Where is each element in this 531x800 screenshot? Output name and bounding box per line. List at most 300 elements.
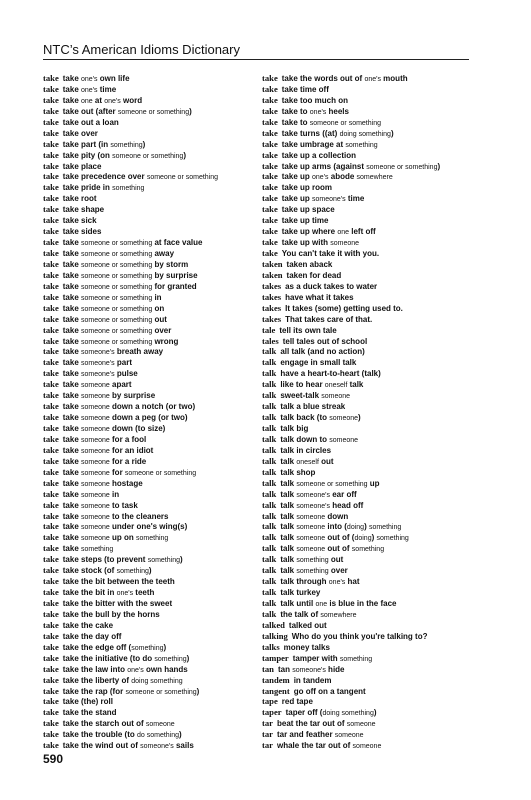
- entry-headword: take: [43, 83, 59, 94]
- index-entry: [43, 161, 261, 172]
- entry-phrase-text: in: [152, 292, 162, 302]
- entry-headword: take: [43, 149, 59, 160]
- index-entry: [43, 248, 261, 259]
- index-entry: [43, 346, 261, 357]
- index-entry: [43, 368, 261, 379]
- entry-phrase-text: take the edge off (: [62, 642, 132, 652]
- entry-placeholder-word: one's: [127, 666, 144, 674]
- entry-placeholder-word: someone's: [292, 666, 326, 674]
- entry-headword: taken: [262, 258, 283, 269]
- entry-phrase-text: talk until: [280, 599, 316, 608]
- entry-placeholder-word: someone: [81, 469, 110, 477]
- entry-headword: take: [43, 554, 59, 565]
- index-entry: [262, 511, 474, 522]
- entry-placeholder-word: one's: [312, 174, 329, 182]
- entry-phrase-text: wrong: [152, 336, 179, 346]
- index-entry: [43, 653, 261, 664]
- entry-headword: take: [262, 204, 278, 215]
- index-entry: [43, 390, 261, 401]
- entry-headword: take: [43, 652, 59, 663]
- entry-phrase-text: like to hear: [280, 380, 325, 390]
- entry-placeholder-word: someone: [329, 415, 359, 423]
- index-entry: [262, 390, 474, 401]
- index-entry: [43, 478, 261, 489]
- entry-phrase-text: at: [92, 95, 105, 105]
- entry-phrase-text: out of (: [325, 533, 355, 543]
- index-entry: [43, 729, 261, 740]
- entry-phrase-text: as a duck takes to water: [285, 281, 378, 291]
- entry-placeholder-word: one's: [81, 76, 98, 83]
- entry-headword: talk: [262, 423, 277, 433]
- entry-placeholder-word: someone: [81, 404, 110, 412]
- entry-placeholder-word: something: [110, 141, 143, 149]
- index-entry: [262, 182, 474, 193]
- entry-headword: tangent: [262, 685, 290, 696]
- entry-placeholder-word: someone or something: [124, 469, 197, 477]
- entry-placeholder-word: someone or something: [309, 119, 381, 127]
- index-entry: [43, 117, 261, 128]
- entry-placeholder-word: doing something: [131, 677, 183, 685]
- index-entry: [43, 128, 261, 139]
- entry-phrase-text: for an idiot: [109, 445, 154, 455]
- entry-placeholder-word: someone's: [81, 360, 115, 368]
- entry-headword: take: [43, 401, 59, 412]
- entry-placeholder-word: something: [154, 655, 187, 663]
- index-entry: [43, 325, 261, 336]
- entry-headword: talk: [262, 433, 277, 444]
- entry-phrase-text: take: [62, 369, 81, 379]
- entry-placeholder-word: someone or something: [81, 305, 153, 313]
- entry-headword: take: [43, 412, 59, 423]
- index-entry: [262, 576, 474, 587]
- left-column: [43, 73, 261, 751]
- entry-headword: take: [262, 127, 278, 138]
- entry-headword: talks: [262, 641, 280, 652]
- entry-headword: take: [43, 608, 59, 619]
- index-entry: [43, 554, 261, 565]
- entry-placeholder-word: someone or something: [112, 152, 184, 160]
- entry-phrase-text: take: [62, 402, 81, 412]
- index-entry: [262, 467, 474, 478]
- index-entry: [43, 675, 261, 686]
- entry-phrase-text: take out a loan: [62, 117, 119, 127]
- index-entry: [262, 248, 474, 259]
- entry-placeholder-word: someone or something: [81, 283, 153, 291]
- entry-phrase-text: take up room: [281, 183, 332, 193]
- entry-headword: talk: [262, 477, 277, 488]
- entry-placeholder-word: someone's: [81, 349, 115, 357]
- index-entry: [43, 303, 261, 314]
- entry-headword: take: [43, 619, 59, 630]
- entry-headword: take: [43, 510, 59, 521]
- entry-headword: take: [43, 226, 59, 237]
- entry-placeholder-word: oneself: [324, 382, 348, 390]
- entry-phrase-text: talk: [280, 489, 297, 499]
- index-entry: [262, 281, 474, 292]
- entry-phrase-text: talk a blue streak: [280, 402, 346, 412]
- entry-placeholder-word: someone: [81, 458, 110, 466]
- entry-phrase-text: take the cake: [62, 620, 114, 630]
- index-entry: [43, 707, 261, 718]
- entry-headword: take: [43, 565, 59, 576]
- index-entry: [262, 532, 474, 543]
- entry-headword: takes: [262, 280, 282, 291]
- entry-headword: takes: [262, 313, 282, 324]
- entry-phrase-text: to the cleaners: [109, 511, 169, 521]
- entry-phrase-text: ): [371, 533, 377, 543]
- right-column: [262, 73, 474, 751]
- entry-headword: take: [43, 280, 59, 291]
- entry-phrase-text: is blue in the face: [327, 599, 397, 608]
- entry-placeholder-word: somewhere: [320, 611, 357, 619]
- entry-phrase-text: take up: [281, 172, 312, 182]
- entry-phrase-text: over: [328, 566, 348, 576]
- index-entry: [43, 281, 261, 292]
- entry-headword: take: [43, 641, 59, 652]
- entry-headword: talk: [262, 444, 277, 455]
- entry-placeholder-word: someone: [352, 743, 382, 751]
- entry-placeholder-word: someone: [330, 240, 360, 248]
- entry-placeholder-word: something: [376, 535, 409, 543]
- entry-placeholder-word: something: [136, 535, 169, 543]
- entry-headword: take: [262, 138, 278, 149]
- index-entry: [43, 171, 261, 182]
- entry-phrase-text: take: [62, 544, 81, 554]
- entry-phrase-text: time: [345, 194, 365, 204]
- entry-headword: take: [262, 116, 278, 127]
- entry-placeholder-word: one's: [81, 86, 98, 94]
- entry-placeholder-word: someone: [81, 393, 110, 401]
- entry-placeholder-word: someone or something: [81, 338, 153, 346]
- entry-phrase-text: in: [109, 489, 120, 499]
- entry-headword: tar: [262, 740, 273, 751]
- entry-placeholder-word: someone or something: [81, 240, 153, 248]
- entry-phrase-text: tar and feather: [276, 730, 335, 740]
- entry-phrase-text: take: [62, 74, 81, 83]
- entry-phrase-text: take up: [281, 194, 312, 204]
- entry-headword: take: [262, 149, 278, 160]
- entry-phrase-text: down a peg (or two): [109, 413, 188, 423]
- entry-phrase-text: take: [62, 380, 81, 390]
- entry-placeholder-word: one: [337, 229, 350, 237]
- entry-phrase-text: take the rap (for: [62, 686, 126, 696]
- entry-phrase-text: beat the tar out of: [276, 719, 347, 729]
- entry-phrase-text: take: [62, 292, 81, 302]
- entry-headword: take: [43, 718, 59, 729]
- entry-phrase-text: take: [62, 95, 81, 105]
- index-entry: [43, 434, 261, 445]
- entry-headword: take: [262, 73, 278, 83]
- entry-phrase-text: ): [142, 139, 146, 149]
- entry-phrase-text: take up a collection: [281, 150, 357, 160]
- entry-placeholder-word: someone or something: [117, 108, 190, 116]
- entry-phrase-text: take precedence over: [62, 172, 147, 182]
- entry-placeholder-word: someone or something: [81, 294, 153, 302]
- entry-phrase-text: over: [152, 325, 172, 335]
- entry-phrase-text: take: [62, 456, 81, 466]
- entry-phrase-text: abode: [328, 172, 357, 182]
- entry-phrase-text: take the law into: [62, 664, 128, 674]
- entry-headword: take: [43, 455, 59, 466]
- entry-headword: take: [43, 237, 59, 248]
- entry-headword: take: [43, 499, 59, 510]
- index-entry: [262, 270, 474, 281]
- entry-placeholder-word: someone: [296, 524, 326, 532]
- entry-phrase-text: take (the) roll: [62, 697, 113, 707]
- index-entry: [262, 675, 474, 686]
- index-entry: [262, 303, 474, 314]
- entry-phrase-text: out of: [325, 544, 352, 554]
- entry-phrase-text: time: [97, 84, 117, 94]
- entry-placeholder-word: something: [339, 655, 373, 663]
- index-entry: [43, 292, 261, 303]
- entry-placeholder-word: someone: [296, 546, 326, 554]
- index-entry: [262, 489, 474, 500]
- entry-phrase-text: by surprise: [152, 270, 198, 280]
- index-entry: [43, 150, 261, 161]
- index-entry: [262, 653, 474, 664]
- entry-phrase-text: talk turkey: [280, 588, 321, 598]
- entry-placeholder-word: someone: [81, 502, 110, 510]
- entry-phrase-text: take umbrage at: [281, 139, 346, 149]
- entry-placeholder-word: someone: [296, 513, 326, 521]
- entry-headword: take: [43, 73, 59, 83]
- entry-headword: take: [43, 630, 59, 641]
- entry-headword: take: [43, 543, 59, 554]
- entry-phrase-text: talk: [280, 555, 297, 565]
- entry-headword: take: [43, 116, 59, 127]
- index-entry: [262, 106, 474, 117]
- entry-phrase-text: ): [437, 161, 441, 171]
- entry-headword: talk: [262, 554, 277, 565]
- index-entry: [262, 696, 474, 707]
- index-entry: [43, 226, 261, 237]
- entry-phrase-text: the talk of: [280, 609, 321, 619]
- entry-phrase-text: apart: [109, 380, 132, 390]
- entry-phrase-text: for a ride: [109, 456, 147, 466]
- index-entry: [43, 139, 261, 150]
- entry-headword: talk: [262, 401, 277, 412]
- entry-placeholder-word: someone: [329, 436, 359, 444]
- index-entry: [262, 336, 474, 347]
- entry-phrase-text: hostage: [109, 478, 143, 488]
- entry-phrase-text: take: [62, 336, 81, 346]
- entry-phrase-text: take up space: [281, 205, 335, 215]
- entry-phrase-text: at face value: [152, 238, 203, 248]
- index-entry: [262, 171, 474, 182]
- index-entry: [262, 84, 474, 95]
- entry-headword: take: [43, 302, 59, 313]
- entry-headword: take: [43, 357, 59, 368]
- entry-placeholder-word: someone or something: [81, 261, 153, 269]
- entry-phrase-text: take: [62, 445, 81, 455]
- entry-phrase-text: left off: [349, 227, 376, 237]
- entry-phrase-text: head off: [329, 500, 364, 510]
- entry-headword: take: [43, 127, 59, 138]
- entry-phrase-text: under one's wing(s): [109, 522, 188, 532]
- entry-phrase-text: hat: [345, 577, 360, 587]
- entry-placeholder-word: someone: [346, 721, 376, 729]
- entry-phrase-text: ): [183, 150, 186, 160]
- entry-placeholder-word: someone: [81, 513, 110, 521]
- entry-phrase-text: take the liberty of: [62, 675, 132, 685]
- entry-phrase-text: part: [114, 358, 132, 368]
- index-entry: [262, 139, 474, 150]
- index-entry: [43, 576, 261, 587]
- entry-headword: talk: [262, 598, 277, 608]
- entry-phrase-text: by storm: [152, 259, 189, 269]
- entry-headword: talk: [262, 390, 277, 401]
- entry-headword: tar: [262, 729, 273, 740]
- entry-phrase-text: teeth: [133, 588, 155, 598]
- entry-phrase-text: ): [189, 106, 192, 116]
- index-entry: [43, 696, 261, 707]
- entry-phrase-text: take up where: [281, 227, 338, 237]
- entry-phrase-text: sails: [173, 741, 194, 751]
- index-entry: [43, 259, 261, 270]
- entry-phrase-text: ): [186, 653, 190, 663]
- entry-placeholder-word: something: [131, 644, 164, 652]
- entry-headword: talk: [262, 565, 277, 576]
- index-entry: [262, 642, 474, 653]
- entry-headword: take: [262, 171, 278, 182]
- entry-phrase-text: take the words out of: [281, 74, 365, 83]
- index-entry: [43, 511, 261, 522]
- entry-placeholder-word: someone or something: [81, 251, 153, 258]
- entry-phrase-text: take the stand: [62, 708, 117, 718]
- entry-headword: talk: [262, 499, 277, 510]
- entry-headword: take: [43, 204, 59, 215]
- index-entry: [262, 423, 474, 434]
- entry-headword: tape: [262, 696, 278, 707]
- entry-phrase-text: take to: [281, 106, 310, 116]
- index-entry: [262, 226, 474, 237]
- index-entry: [43, 489, 261, 500]
- entry-placeholder-word: one: [81, 97, 93, 105]
- entry-phrase-text: take: [62, 522, 81, 532]
- entry-headword: talk: [262, 608, 277, 619]
- entry-phrase-text: tell tales out of school: [282, 336, 368, 346]
- entry-placeholder-word: one's: [328, 579, 346, 587]
- entry-headword: talk: [262, 368, 277, 379]
- entry-phrase-text: ): [364, 522, 369, 532]
- page-header-title: NTC’s American Idioms Dictionary: [43, 42, 240, 57]
- index-entry: [262, 587, 474, 598]
- entry-phrase-text: take turns ((at): [281, 128, 340, 138]
- entry-phrase-text: talk shop: [280, 467, 316, 477]
- index-entry: [43, 336, 261, 347]
- entry-phrase-text: in tandem: [293, 675, 332, 685]
- entry-placeholder-word: one's: [364, 76, 381, 83]
- entry-headword: talk: [262, 357, 277, 368]
- entry-phrase-text: engage in small talk: [280, 358, 357, 368]
- entry-phrase-text: take the trouble (to: [62, 730, 137, 740]
- entry-phrase-text: It takes (some) getting used to.: [285, 303, 403, 313]
- entry-phrase-text: pulse: [114, 369, 138, 379]
- entry-phrase-text: take: [62, 358, 81, 368]
- entry-phrase-text: take the bit in: [62, 588, 117, 598]
- index-entry: [43, 664, 261, 675]
- index-entry: [262, 95, 474, 106]
- entry-headword: talk: [262, 576, 277, 587]
- index-entry: [262, 664, 474, 675]
- entry-placeholder-word: someone: [296, 535, 326, 543]
- index-entry: [262, 150, 474, 161]
- entry-headword: take: [43, 291, 59, 302]
- entry-phrase-text: take the initiative (to do: [62, 653, 155, 663]
- index-entry: [43, 423, 261, 434]
- entry-placeholder-word: someone: [81, 535, 110, 543]
- entry-headword: take: [262, 226, 278, 237]
- entry-headword: take: [262, 237, 278, 248]
- entry-headword: take: [43, 729, 59, 740]
- entry-headword: take: [262, 215, 278, 226]
- entry-placeholder-word: something: [296, 557, 329, 565]
- index-entry: [262, 500, 474, 511]
- entry-phrase-text: take too much on: [281, 95, 348, 105]
- entry-placeholder-word: something: [147, 557, 180, 565]
- entry-phrase-text: taper off (: [285, 708, 323, 718]
- entry-phrase-text: take the bull by the horns: [62, 609, 160, 619]
- entry-headword: take: [43, 433, 59, 444]
- index-entry: [262, 686, 474, 697]
- entry-phrase-text: take: [62, 500, 81, 510]
- entry-headword: talked: [262, 619, 285, 630]
- entry-headword: takes: [262, 302, 282, 313]
- entry-phrase-text: take place: [62, 161, 102, 171]
- index-entry: [43, 686, 261, 697]
- entry-phrase-text: down (to size): [109, 424, 166, 433]
- entry-placeholder-word: someone or something: [146, 174, 219, 182]
- index-entry: [43, 521, 261, 532]
- index-entry: [262, 456, 474, 467]
- entry-placeholder-word: someone: [81, 426, 110, 433]
- index-entry: [43, 565, 261, 576]
- index-entry: [262, 412, 474, 423]
- entry-phrase-text: out: [328, 555, 344, 565]
- entry-phrase-text: take: [62, 511, 81, 521]
- index-entry: [262, 117, 474, 128]
- entry-headword: taken: [262, 269, 283, 280]
- entry-phrase-text: ): [358, 413, 361, 423]
- entry-headword: take: [43, 269, 59, 280]
- entry-placeholder-word: someone or something: [81, 272, 153, 280]
- entry-headword: talk: [262, 587, 277, 598]
- entry-phrase-text: tell its own tale: [279, 325, 337, 335]
- index-entry: [262, 565, 474, 576]
- entry-phrase-text: take: [62, 314, 81, 324]
- entry-phrase-text: talk: [280, 500, 297, 510]
- index-entry: [262, 543, 474, 554]
- index-entry: [43, 620, 261, 631]
- entry-placeholder-word: someone's: [81, 371, 115, 379]
- entry-headword: talking: [262, 630, 288, 641]
- entry-phrase-text: take pride in: [62, 183, 113, 193]
- entry-headword: talk: [262, 488, 277, 499]
- entry-headword: take: [262, 94, 278, 105]
- index-entry: [262, 478, 474, 489]
- index-entry: [43, 84, 261, 95]
- entry-phrase-text: money talks: [283, 642, 330, 652]
- index-entry: [262, 325, 474, 336]
- entry-phrase-text: That takes care of that.: [285, 314, 373, 324]
- entry-phrase-text: out: [318, 456, 334, 466]
- entry-phrase-text: talked out: [288, 620, 327, 630]
- index-entry: [43, 314, 261, 325]
- entry-headword: taper: [262, 707, 282, 718]
- entry-phrase-text: have what it takes: [285, 292, 354, 302]
- entry-headword: take: [43, 193, 59, 204]
